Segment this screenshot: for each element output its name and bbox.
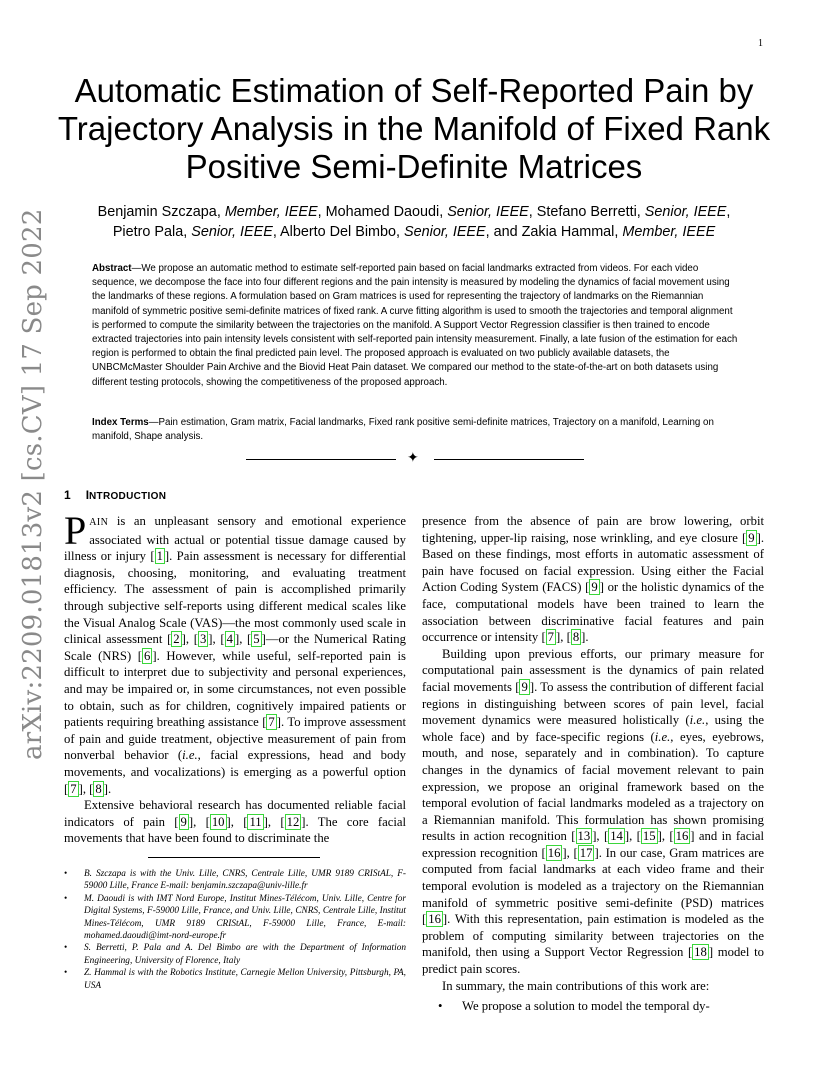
citation-link[interactable]: 18 [694,945,707,960]
citation-link[interactable]: 17 [579,845,593,860]
citation-link[interactable]: 7 [547,630,555,645]
index-terms: Index Terms—Pain estimation, Gram matrix, Facial landmarks, Fixed rank positive semi-definite matrices, Trajectory on a manifold, Learning on manifold, Shape analysis. [92,417,714,443]
abstract-text: We propose an automatic method to estimate self-reported pain based on facial landmarks extracted from videos. For each video sequence, we decompose the face into four different regions and the pain intensity is measured by modeling the dynamics of facial movement using the landmarks of these regions. A formulation based on Gram matrices is used for representing the trajectory of landmarks on the Riemannian manifold of symmetric positive semi-definite matrices of fixed rank. A curve fitting algorithm is used to smooth the trajectories and temporal alignment is performed to compute the similarity between the trajectories on the manifold. A Support Vector Regression classifier is then trained to encode extracted trajectories into pain intensity levels consistent with self-reported pain intensity measurement. Finally, a late fusion of the estimation for each region is performed to obtain the final predicted pain level. The proposed approach is evaluated on two publicly available datasets, the UNBCMcMaster Shoulder Pain Archive and the Biovid Heat Pain dataset. We compared our method to the state-of-the-art on both datasets using different testing protocols, showing the competitiveness of the proposed approach. [92,263,738,388]
bullet-icon: • [438,999,443,1013]
citation-link[interactable]: 15 [642,829,656,844]
author-role: Member, IEEE [622,224,716,240]
author-role: Member, IEEE [224,204,318,220]
citation-link[interactable]: 5 [253,632,260,647]
paragraph: PAIN is an unpleasant sensory and emotional experience associated with actual or potential tissue damage caused by illness or injury [ 1 ]. Pain assessment is necessary for differential diagnosis, choosing, monitoring, and evaluating treatment efficiency. The assessment of pain is accomplished primarily through subjective self-reports using different medical scales like the Visual Analog Scale (VAS)—the most commonly used scale in clinical assessment [ 2 ], [ 3 ], [ 4 ], [ 5 ]—or the Numerical Rating Scale (NRS) [ 6 ]. However, while useful, self-reported pain is difficult to interpret due to subjectivity and personal experiences, and may be impaired or, in some circumstances, not even possible to obtain, such as for children, cognitively impaired patients or patients requiring breathing assistance [ 7 ]. To improve assessment of pain and guide treatment, objective measurement of pain from nonverbal behavior (i.e., facial expressions, head and body movements, and vocalizations) is emerging as a powerful option [ 7 ], [ 8 ]. [64,508,406,796]
arxiv-stamp[interactable]: arXiv:2209.01813v2 [cs.CV] 17 Sep 2022 [18,208,48,760]
paragraph: In summary, the main contributions of this work are: [442,978,710,993]
divider-line-left [246,459,396,460]
citation-link[interactable]: 3 [199,632,207,647]
author-role: Senior, IEEE [447,204,529,220]
author-name: Pietro Pala [112,224,184,240]
author-role: Senior, IEEE [404,224,486,240]
list-item: • We propose a solution to model the temporal dy- [438,999,710,1013]
right-column [422,513,764,994]
abstract-label: Abstract [92,263,132,274]
drop-cap: P [64,508,87,553]
section-divider [246,452,584,466]
paper-title: Automatic Estimation of Self-Reported Pain by Trajectory Analysis in the Manifold of Fixed Rank Positive Semi-Definite Matrices [57,72,771,185]
left-column [64,508,407,847]
citation-link[interactable]: 13 [577,829,591,844]
citation-link[interactable]: 7 [70,781,77,796]
citation-link[interactable]: 7 [268,715,275,730]
author-name: Benjamin Szczapa [97,204,217,220]
paragraph: Extensive behavioral research has documented reliable facial indicators of pain [ 9 ], [ 10 ], [ 11 ], [ 12 ]. The core facial movements that have been found to discriminate the [64,798,407,846]
citation-link[interactable]: 8 [95,781,102,796]
citation-link[interactable]: 9 [180,814,187,829]
footnotes [64,868,406,992]
section-heading: 1 INTRODUCTION [64,488,167,502]
author-name: Stefano Berretti [536,204,637,220]
abstract: Abstract—We propose an automatic method to estimate self-reported pain based on facial landmarks extracted from videos. For each video sequence, we decompose the face into four different regions and the pain intensity is measured by modeling the dynamics of facial movement using the landmarks of these regions. A formulation based on Gram matrices is used for representing the trajectory of landmarks on the Riemannian manifold of symmetric positive semi-definite matrices of fixed rank. A curve fitting algorithm is used to smooth the trajectories and temporal alignment is performed to compute the similarity between the trajectories on the manifold. A Support Vector Regression classifier is then trained to encode extracted trajectories into pain intensity levels consistent with self-reported pain intensity measurement. Finally, a late fusion of the estimation for each region is performed to obtain the final predicted pain level. The proposed approach is evaluated on two publicly available datasets, the UNBCMcMaster Shoulder Pain Archive and the Biovid Heat Pain dataset. We compared our method to the state-of-the-art on both datasets using different testing protocols, showing the competitiveness of the proposed approach. [92,263,738,388]
citation-link[interactable]: 9 [521,679,528,694]
citation-link[interactable]: 2 [173,632,180,647]
bullet-icon: • [64,968,68,979]
citation-link[interactable]: 11 [249,814,262,829]
citation-link[interactable]: 16 [428,912,441,927]
citation-link[interactable]: 9 [748,530,755,545]
footnote-item: • B. Szczapa is with the Univ. Lille, CNRS, Centrale Lille, UMR 9189 CRIStAL, F-59000 Lille, France E-mail: benjamin.szczapa@univ-lille.fr [64,869,406,892]
footnote-item: • Z. Hammal is with the Robotics Institute, Carnegie Mellon University, Pittsburgh, PA, USA [64,968,406,991]
citation-link[interactable]: 4 [226,632,233,647]
author-name: Mohamed Daoudi [325,204,440,220]
author-name: Zakia Hammal [521,224,615,240]
author-role: Senior, IEEE [191,224,273,240]
citation-link[interactable]: 16 [675,829,689,844]
citation-link[interactable]: 16 [547,845,561,860]
citation-link[interactable]: 9 [591,580,598,595]
author-name: Alberto Del Bimbo [280,224,397,240]
paragraph: presence from the absence of pain are brow lowering, orbit tightening, upper-lip raising, nose wrinkling, and eye closure [ 9 ]. Based on these findings, most efforts in automatic assessment of pain have focused on facial expression. Using either the Facial Action Coding System (FACS) [ 9 ] or the holistic dynamics of the face, computational models have been trained to learn the association between discriminative facial features and pain occurrence or intensity [ 7 ], [ 8 ]. [422,514,764,645]
bullet-icon: • [64,869,68,879]
paragraph: Building upon previous efforts, our primary measure for computational pain assessment is the dynamics of pain related facial movements [ 9 ]. To assess the contribution of different facial regions in distinguishing between scores of pain level, facial movement dynamics were measured holistically (i.e., using the whole face) and by face-specific regions (i.e., eyes, eyebrows, mouth, and nose, separately and in combination). To capture changes in the dynamics of facial movement relevant to pain expression, we propose an original framework based on the temporal evolution of facial landmarks modeled as a trajectory on a Riemannian manifold. This formulation has shown promising results in action recognition [ 13 ], [ 14 ], [ 15 ], [ 16 ] and in facial expression recognition [ 16 ], [ 17 ]. In our case, Gram matrices are computed from facial landmarks at each video frame and their temporal evolution is modeled as a trajectory on the Riemannian manifold of symmetric positive semi-definite (PSD) matrices [ 16 ]. With this representation, pain estimation is modeled as the problem of computing similarity between trajectories on the manifold, then using a Support Vector Regression [ 18 ] model to predict pain scores. [422,646,765,977]
divider-line-right [434,459,584,460]
index-terms-text: Pain estimation, Gram matrix, Facial landmarks, Fixed rank positive semi-definite matrices, Trajectory on a manifold, Learning on manifold, Shape analysis. [92,417,714,443]
citation-link[interactable]: 6 [144,648,151,663]
footnote-item: • S. Berretti, P. Pala and A. Del Bimbo are with the Department of Information Engineering, University of Florence, Italy [64,943,406,966]
citation-link[interactable]: 14 [610,829,623,844]
bullet-icon: • [64,943,68,954]
footnote-rule [148,857,320,858]
author-role: Senior, IEEE [644,204,727,220]
citation-link[interactable]: 8 [572,630,580,645]
footnote-item: • M. Daoudi is with IMT Nord Europe, Institut Mines-Télécom, Univ. Lille, Centre for Digital Systems, F-59000 Lille, France, and Univ. Lille, CNRS, Centrale Lille, Institut Mines-Télécom, UMR 9189 CRIStAL, F-59000 Lille, France, E-mail: mohamed.daoudi@imt-nord-europe.fr [64,893,406,942]
citation-link[interactable]: 10 [211,814,225,829]
page-number: 1 [758,38,763,49]
contributions-list [422,998,764,1015]
citation-link[interactable]: 12 [286,814,300,829]
citation-link[interactable]: 1 [156,549,163,564]
divider-ornament: ✦ [407,450,419,466]
bullet-icon: • [64,893,68,904]
author-list: Benjamin Szczapa, Member, IEEE, Mohamed Daoudi, Senior, IEEE, Stefano Berretti, Senior, IEEE, Pietro Pala, Senior, IEEE, Alberto Del Bimbo, Senior, IEEE, and Zakia Hammal, Member, IEEE [97,204,731,240]
index-terms-label: Index Terms [92,417,149,428]
section-number: 1 [64,488,71,502]
